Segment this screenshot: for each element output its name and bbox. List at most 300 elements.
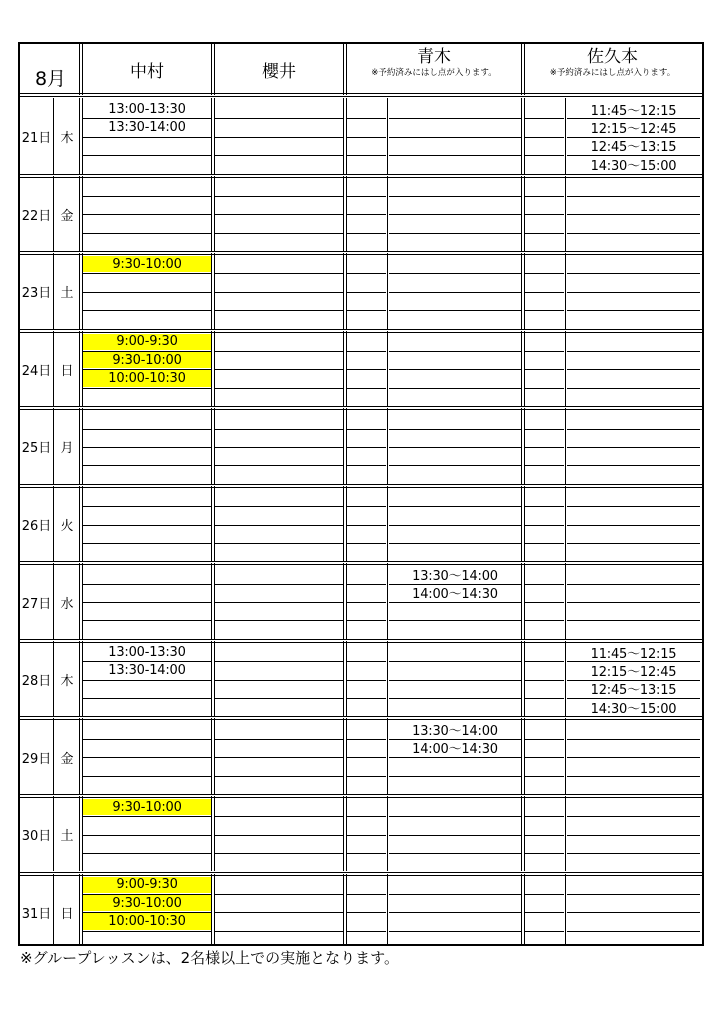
sakumoto-slot[interactable] (567, 817, 700, 833)
aoki-check-cell[interactable] (347, 274, 386, 290)
aoki-check-cell[interactable] (347, 138, 386, 154)
sakumoto-slot[interactable] (567, 370, 700, 386)
column-divider (79, 563, 80, 639)
row-divider (389, 155, 521, 156)
sakumoto-slot[interactable] (567, 507, 700, 523)
sakurai-slot[interactable] (215, 448, 343, 464)
sakumoto-slot[interactable]: 12:45～13:15 (590, 683, 677, 699)
sakurai-slot[interactable] (215, 585, 343, 601)
aoki-check-cell[interactable] (347, 119, 386, 135)
nakamura-slot[interactable] (83, 854, 211, 870)
nakamura-slot[interactable] (83, 544, 211, 560)
aoki-check-cell[interactable] (347, 197, 386, 213)
sakumoto-check-cell[interactable] (525, 544, 564, 560)
row-divider (567, 584, 700, 585)
instructor-header (81, 44, 213, 95)
sakumoto-slot[interactable]: 12:15～12:45 (590, 122, 677, 138)
sakurai-slot[interactable] (215, 913, 343, 929)
column-divider (82, 98, 83, 174)
aoki-check-cell[interactable] (347, 721, 386, 737)
sakumoto-check-cell[interactable] (525, 566, 564, 582)
month-label: 8月 (34, 68, 67, 90)
nakamura-slot[interactable] (83, 603, 211, 619)
sakurai-slot[interactable] (215, 179, 343, 195)
sakurai-slot[interactable] (215, 699, 343, 715)
sakurai-slot[interactable] (215, 334, 343, 350)
sakumoto-slot[interactable] (567, 877, 700, 893)
sakumoto-slot[interactable] (567, 526, 700, 542)
sakurai-slot[interactable] (215, 877, 343, 893)
nakamura-slot[interactable] (83, 448, 211, 464)
sakumoto-check-cell[interactable] (525, 311, 564, 327)
aoki-check-cell[interactable] (347, 932, 386, 946)
sakurai-slot[interactable] (215, 721, 343, 737)
row-divider (215, 369, 343, 370)
day-weekday: 金 (60, 208, 74, 224)
nakamura-slot[interactable]: 13:30-14:00 (108, 120, 186, 136)
aoki-slot[interactable] (389, 179, 521, 195)
sakurai-slot[interactable] (215, 681, 343, 697)
sakurai-slot[interactable] (215, 256, 343, 272)
sakumoto-check-cell[interactable] (525, 585, 564, 601)
sakumoto-check-cell[interactable] (525, 681, 564, 697)
column-divider (82, 408, 83, 484)
reservation-note: ※予約済みにはし点が入ります。 (549, 68, 676, 78)
sakumoto-check-cell[interactable] (525, 603, 564, 619)
sakumoto-slot[interactable]: 11:45～12:15 (590, 646, 677, 662)
sakumoto-check-cell[interactable] (525, 895, 564, 911)
nakamura-slot[interactable] (83, 274, 211, 290)
sakumoto-check-cell[interactable] (525, 448, 564, 464)
sakurai-slot[interactable] (215, 854, 343, 870)
sakumoto-check-cell[interactable] (525, 489, 564, 505)
sakumoto-check-cell[interactable] (525, 119, 564, 135)
sakurai-slot[interactable] (215, 293, 343, 309)
sakurai-slot[interactable] (215, 662, 343, 678)
sakumoto-slot[interactable] (567, 585, 700, 601)
column-divider (524, 253, 525, 329)
sakumoto-slot[interactable] (567, 799, 700, 815)
sakurai-slot[interactable] (215, 777, 343, 793)
row-divider (525, 543, 564, 544)
column-divider (524, 98, 525, 174)
nakamura-slot[interactable]: 9:30-10:00 (83, 895, 211, 911)
sakumoto-slot[interactable] (567, 411, 700, 427)
sakurai-slot[interactable] (215, 138, 343, 154)
aoki-slot[interactable] (389, 352, 521, 368)
sakurai-slot[interactable] (215, 119, 343, 135)
sakurai-slot[interactable] (215, 274, 343, 290)
aoki-slot[interactable] (389, 370, 521, 386)
sakumoto-slot[interactable] (567, 430, 700, 446)
sakumoto-check-cell[interactable] (525, 854, 564, 870)
row-divider (389, 584, 521, 585)
aoki-slot[interactable] (389, 101, 521, 117)
aoki-slot[interactable] (389, 234, 521, 250)
nakamura-slot[interactable] (83, 585, 211, 601)
sakumoto-slot[interactable] (567, 389, 700, 405)
sakumoto-check-cell[interactable] (525, 721, 564, 737)
sakurai-slot[interactable] (215, 215, 343, 231)
sakurai-slot[interactable] (215, 817, 343, 833)
nakamura-slot[interactable] (83, 389, 211, 405)
aoki-slot[interactable] (389, 877, 521, 893)
sakumoto-slot[interactable] (567, 197, 700, 213)
sakumoto-slot[interactable] (567, 603, 700, 619)
day-weekday: 木 (60, 131, 74, 147)
aoki-slot[interactable] (389, 411, 521, 427)
nakamura-slot[interactable] (83, 234, 211, 250)
aoki-slot[interactable] (389, 526, 521, 542)
nakamura-slot[interactable] (83, 215, 211, 231)
sakurai-slot[interactable] (215, 544, 343, 560)
aoki-check-cell[interactable] (347, 603, 386, 619)
aoki-check-cell[interactable] (347, 913, 386, 929)
sakurai-slot[interactable] (215, 389, 343, 405)
aoki-slot[interactable] (389, 895, 521, 911)
sakumoto-slot[interactable] (567, 215, 700, 231)
aoki-check-cell[interactable] (347, 644, 386, 660)
sakumoto-check-cell[interactable] (525, 644, 564, 660)
sakumoto-slot[interactable] (567, 895, 700, 911)
row-divider (567, 137, 700, 138)
nakamura-slot[interactable]: 9:00-9:30 (83, 334, 211, 350)
sakumoto-check-cell[interactable] (525, 932, 564, 946)
nakamura-slot[interactable]: 9:30-10:00 (83, 799, 211, 815)
nakamura-slot[interactable] (83, 758, 211, 774)
sakumoto-check-cell[interactable] (525, 234, 564, 250)
nakamura-slot[interactable]: 9:30-10:00 (83, 352, 211, 368)
aoki-slot[interactable] (389, 932, 521, 946)
sakurai-slot[interactable] (215, 311, 343, 327)
aoki-slot[interactable] (389, 913, 521, 929)
row-divider (20, 487, 702, 488)
aoki-slot[interactable]: 13:30～14:00 (412, 724, 498, 740)
sakumoto-check-cell[interactable] (525, 877, 564, 893)
sakurai-slot[interactable] (215, 526, 343, 542)
aoki-check-cell[interactable] (347, 334, 386, 350)
aoki-check-cell[interactable] (347, 256, 386, 272)
row-divider (347, 273, 386, 274)
sakumoto-check-cell[interactable] (525, 101, 564, 117)
aoki-check-cell[interactable] (347, 621, 386, 637)
aoki-slot[interactable]: 14:00～14:30 (412, 742, 498, 758)
column-divider (521, 718, 522, 794)
sakumoto-check-cell[interactable] (525, 274, 564, 290)
sakurai-slot[interactable] (215, 352, 343, 368)
sakumoto-check-cell[interactable] (525, 352, 564, 368)
aoki-slot[interactable] (389, 799, 521, 815)
aoki-slot[interactable] (389, 854, 521, 870)
aoki-check-cell[interactable] (347, 311, 386, 327)
nakamura-slot[interactable] (83, 817, 211, 833)
sakumoto-check-cell[interactable] (525, 334, 564, 350)
column-divider (343, 563, 344, 639)
nakamura-slot[interactable] (83, 777, 211, 793)
aoki-check-cell[interactable] (347, 758, 386, 774)
nakamura-slot[interactable] (83, 489, 211, 505)
sakumoto-check-cell[interactable] (525, 466, 564, 482)
nakamura-slot[interactable] (83, 721, 211, 737)
aoki-slot[interactable] (389, 197, 521, 213)
aoki-check-cell[interactable] (347, 507, 386, 523)
nakamura-slot[interactable] (83, 138, 211, 154)
sakurai-slot[interactable] (215, 411, 343, 427)
sakurai-slot[interactable] (215, 566, 343, 582)
nakamura-slot[interactable] (83, 293, 211, 309)
aoki-slot[interactable] (389, 621, 521, 637)
sakumoto-check-cell[interactable] (525, 836, 564, 852)
aoki-check-cell[interactable] (347, 489, 386, 505)
aoki-check-cell[interactable] (347, 352, 386, 368)
aoki-check-cell[interactable] (347, 544, 386, 560)
aoki-slot[interactable]: 13:30～14:00 (412, 568, 498, 584)
aoki-check-cell[interactable] (347, 526, 386, 542)
aoki-check-cell[interactable] (347, 854, 386, 870)
sakumoto-slot[interactable]: 12:45～13:15 (590, 140, 677, 156)
sakumoto-check-cell[interactable] (525, 913, 564, 929)
sakumoto-check-cell[interactable] (525, 430, 564, 446)
aoki-slot[interactable] (389, 836, 521, 852)
nakamura-slot[interactable]: 10:00-10:30 (83, 370, 211, 386)
sakumoto-slot[interactable]: 11:45～12:15 (590, 103, 677, 119)
aoki-check-cell[interactable] (347, 234, 386, 250)
sakurai-slot[interactable] (215, 758, 343, 774)
sakumoto-slot[interactable] (567, 234, 700, 250)
sakumoto-slot[interactable] (567, 777, 700, 793)
row-divider (83, 931, 211, 932)
aoki-check-cell[interactable] (347, 817, 386, 833)
sakumoto-check-cell[interactable] (525, 293, 564, 309)
aoki-check-cell[interactable] (347, 777, 386, 793)
aoki-slot[interactable] (389, 389, 521, 405)
sakurai-slot[interactable] (215, 370, 343, 386)
sakumoto-slot[interactable] (567, 566, 700, 582)
sakumoto-check-cell[interactable] (525, 138, 564, 154)
sakurai-slot[interactable] (215, 156, 343, 172)
sakumoto-slot[interactable] (567, 836, 700, 852)
aoki-check-cell[interactable] (347, 156, 386, 172)
aoki-slot[interactable] (389, 699, 521, 715)
nakamura-slot[interactable] (83, 932, 211, 946)
aoki-slot[interactable] (389, 681, 521, 697)
column-divider (521, 98, 522, 174)
column-divider (521, 563, 522, 639)
sakumoto-check-cell[interactable] (525, 699, 564, 715)
nakamura-slot[interactable] (83, 699, 211, 715)
aoki-check-cell[interactable] (347, 895, 386, 911)
aoki-check-cell[interactable] (347, 699, 386, 715)
aoki-check-cell[interactable] (347, 466, 386, 482)
sakumoto-check-cell[interactable] (525, 507, 564, 523)
sakumoto-slot[interactable] (567, 293, 700, 309)
aoki-check-cell[interactable] (347, 215, 386, 231)
aoki-check-cell[interactable] (347, 799, 386, 815)
day-weekday: 月 (60, 441, 74, 457)
sakurai-slot[interactable] (215, 799, 343, 815)
aoki-check-cell[interactable] (347, 411, 386, 427)
sakurai-slot[interactable] (215, 197, 343, 213)
nakamura-slot[interactable] (83, 836, 211, 852)
sakurai-slot[interactable] (215, 895, 343, 911)
aoki-check-cell[interactable] (347, 389, 386, 405)
sakumoto-check-cell[interactable] (525, 799, 564, 815)
sakurai-slot[interactable] (215, 507, 343, 523)
sakumoto-slot[interactable] (567, 448, 700, 464)
sakumoto-slot[interactable] (567, 311, 700, 327)
sakurai-slot[interactable] (215, 740, 343, 756)
aoki-slot[interactable] (389, 758, 521, 774)
sakumoto-check-cell[interactable] (525, 621, 564, 637)
nakamura-slot[interactable] (83, 179, 211, 195)
sakumoto-slot[interactable] (567, 854, 700, 870)
aoki-slot[interactable] (389, 156, 521, 172)
reservation-note: ※予約済みにはし点が入ります。 (371, 68, 497, 78)
aoki-check-cell[interactable] (347, 448, 386, 464)
sakumoto-slot[interactable] (567, 721, 700, 737)
nakamura-slot[interactable] (83, 526, 211, 542)
sakurai-slot[interactable] (215, 836, 343, 852)
nakamura-slot[interactable] (83, 156, 211, 172)
aoki-slot[interactable] (389, 215, 521, 231)
aoki-slot[interactable] (389, 334, 521, 350)
sakumoto-slot[interactable] (567, 544, 700, 560)
row-divider (525, 137, 564, 138)
aoki-slot[interactable] (389, 256, 521, 272)
sakurai-slot[interactable] (215, 489, 343, 505)
nakamura-slot[interactable] (83, 566, 211, 582)
aoki-check-cell[interactable] (347, 293, 386, 309)
sakumoto-slot[interactable]: 14:30～15:00 (590, 701, 677, 717)
sakurai-slot[interactable] (215, 101, 343, 117)
row-divider (215, 853, 343, 854)
sakumoto-check-cell[interactable] (525, 740, 564, 756)
sakurai-slot[interactable] (215, 621, 343, 637)
nakamura-slot[interactable] (83, 507, 211, 523)
sakumoto-check-cell[interactable] (525, 156, 564, 172)
sakumoto-check-cell[interactable] (525, 817, 564, 833)
sakumoto-slot[interactable] (567, 740, 700, 756)
aoki-slot[interactable] (389, 274, 521, 290)
aoki-slot[interactable] (389, 603, 521, 619)
sakurai-slot[interactable] (215, 466, 343, 482)
nakamura-slot[interactable] (83, 621, 211, 637)
aoki-check-cell[interactable] (347, 877, 386, 893)
aoki-slot[interactable] (389, 662, 521, 678)
aoki-slot[interactable] (389, 293, 521, 309)
sakumoto-check-cell[interactable] (525, 777, 564, 793)
nakamura-slot[interactable] (83, 681, 211, 697)
sakumoto-check-cell[interactable] (525, 179, 564, 195)
sakumoto-slot[interactable] (567, 932, 700, 946)
row-divider (389, 894, 521, 895)
nakamura-slot[interactable]: 9:00-9:30 (83, 877, 211, 893)
aoki-check-cell[interactable] (347, 836, 386, 852)
sakurai-slot[interactable] (215, 430, 343, 446)
aoki-slot[interactable] (389, 507, 521, 523)
sakumoto-slot[interactable] (567, 274, 700, 290)
nakamura-slot[interactable] (83, 411, 211, 427)
nakamura-slot[interactable]: 10:00-10:30 (83, 913, 211, 929)
column-divider (53, 331, 54, 407)
sakumoto-slot[interactable] (567, 466, 700, 482)
column-divider (346, 253, 347, 329)
sakumoto-slot[interactable]: 14:30～15:00 (590, 158, 677, 174)
aoki-slot[interactable]: 14:00～14:30 (412, 587, 498, 603)
sakumoto-slot[interactable] (567, 621, 700, 637)
sakumoto-slot[interactable] (567, 334, 700, 350)
aoki-slot[interactable] (389, 777, 521, 793)
sakumoto-check-cell[interactable] (525, 370, 564, 386)
aoki-slot[interactable] (389, 448, 521, 464)
aoki-slot[interactable] (389, 489, 521, 505)
nakamura-slot[interactable]: 9:30-10:00 (83, 256, 211, 272)
nakamura-slot[interactable]: 13:30-14:00 (108, 662, 186, 678)
aoki-slot[interactable] (389, 817, 521, 833)
row-divider (347, 543, 386, 544)
aoki-check-cell[interactable] (347, 585, 386, 601)
aoki-slot[interactable] (389, 138, 521, 154)
sakurai-slot[interactable] (215, 603, 343, 619)
aoki-slot[interactable] (389, 544, 521, 560)
aoki-check-cell[interactable] (347, 179, 386, 195)
aoki-check-cell[interactable] (347, 370, 386, 386)
nakamura-slot[interactable] (83, 740, 211, 756)
aoki-check-cell[interactable] (347, 430, 386, 446)
sakumoto-slot[interactable] (567, 913, 700, 929)
sakurai-slot[interactable] (215, 932, 343, 946)
nakamura-slot[interactable] (83, 197, 211, 213)
sakumoto-check-cell[interactable] (525, 411, 564, 427)
sakumoto-check-cell[interactable] (525, 197, 564, 213)
sakumoto-slot[interactable]: 12:15～12:45 (590, 664, 677, 680)
aoki-check-cell[interactable] (347, 566, 386, 582)
aoki-check-cell[interactable] (347, 101, 386, 117)
sakurai-slot[interactable] (215, 644, 343, 660)
sakumoto-slot[interactable] (567, 256, 700, 272)
sakumoto-check-cell[interactable] (525, 389, 564, 405)
sakumoto-check-cell[interactable] (525, 215, 564, 231)
sakumoto-slot[interactable] (567, 179, 700, 195)
aoki-slot[interactable] (389, 119, 521, 135)
sakumoto-check-cell[interactable] (525, 662, 564, 678)
row-divider (20, 794, 702, 795)
sakumoto-check-cell[interactable] (525, 526, 564, 542)
row-divider (525, 602, 564, 603)
nakamura-slot[interactable] (83, 466, 211, 482)
aoki-slot[interactable] (389, 644, 521, 660)
aoki-slot[interactable] (389, 311, 521, 327)
sakumoto-check-cell[interactable] (525, 256, 564, 272)
sakumoto-check-cell[interactable] (525, 758, 564, 774)
nakamura-slot[interactable] (83, 311, 211, 327)
sakumoto-slot[interactable] (567, 352, 700, 368)
aoki-check-cell[interactable] (347, 681, 386, 697)
sakurai-slot[interactable] (215, 234, 343, 250)
aoki-slot[interactable] (389, 466, 521, 482)
day-date: 22日 (21, 208, 52, 224)
aoki-check-cell[interactable] (347, 740, 386, 756)
aoki-slot[interactable] (389, 430, 521, 446)
sakumoto-slot[interactable] (567, 758, 700, 774)
aoki-check-cell[interactable] (347, 662, 386, 678)
sakumoto-slot[interactable] (567, 489, 700, 505)
nakamura-slot[interactable] (83, 430, 211, 446)
row-divider (525, 698, 564, 699)
nakamura-slot[interactable]: 13:00-13:30 (108, 101, 186, 117)
nakamura-slot[interactable]: 13:00-13:30 (108, 644, 186, 660)
row-divider (567, 429, 700, 430)
